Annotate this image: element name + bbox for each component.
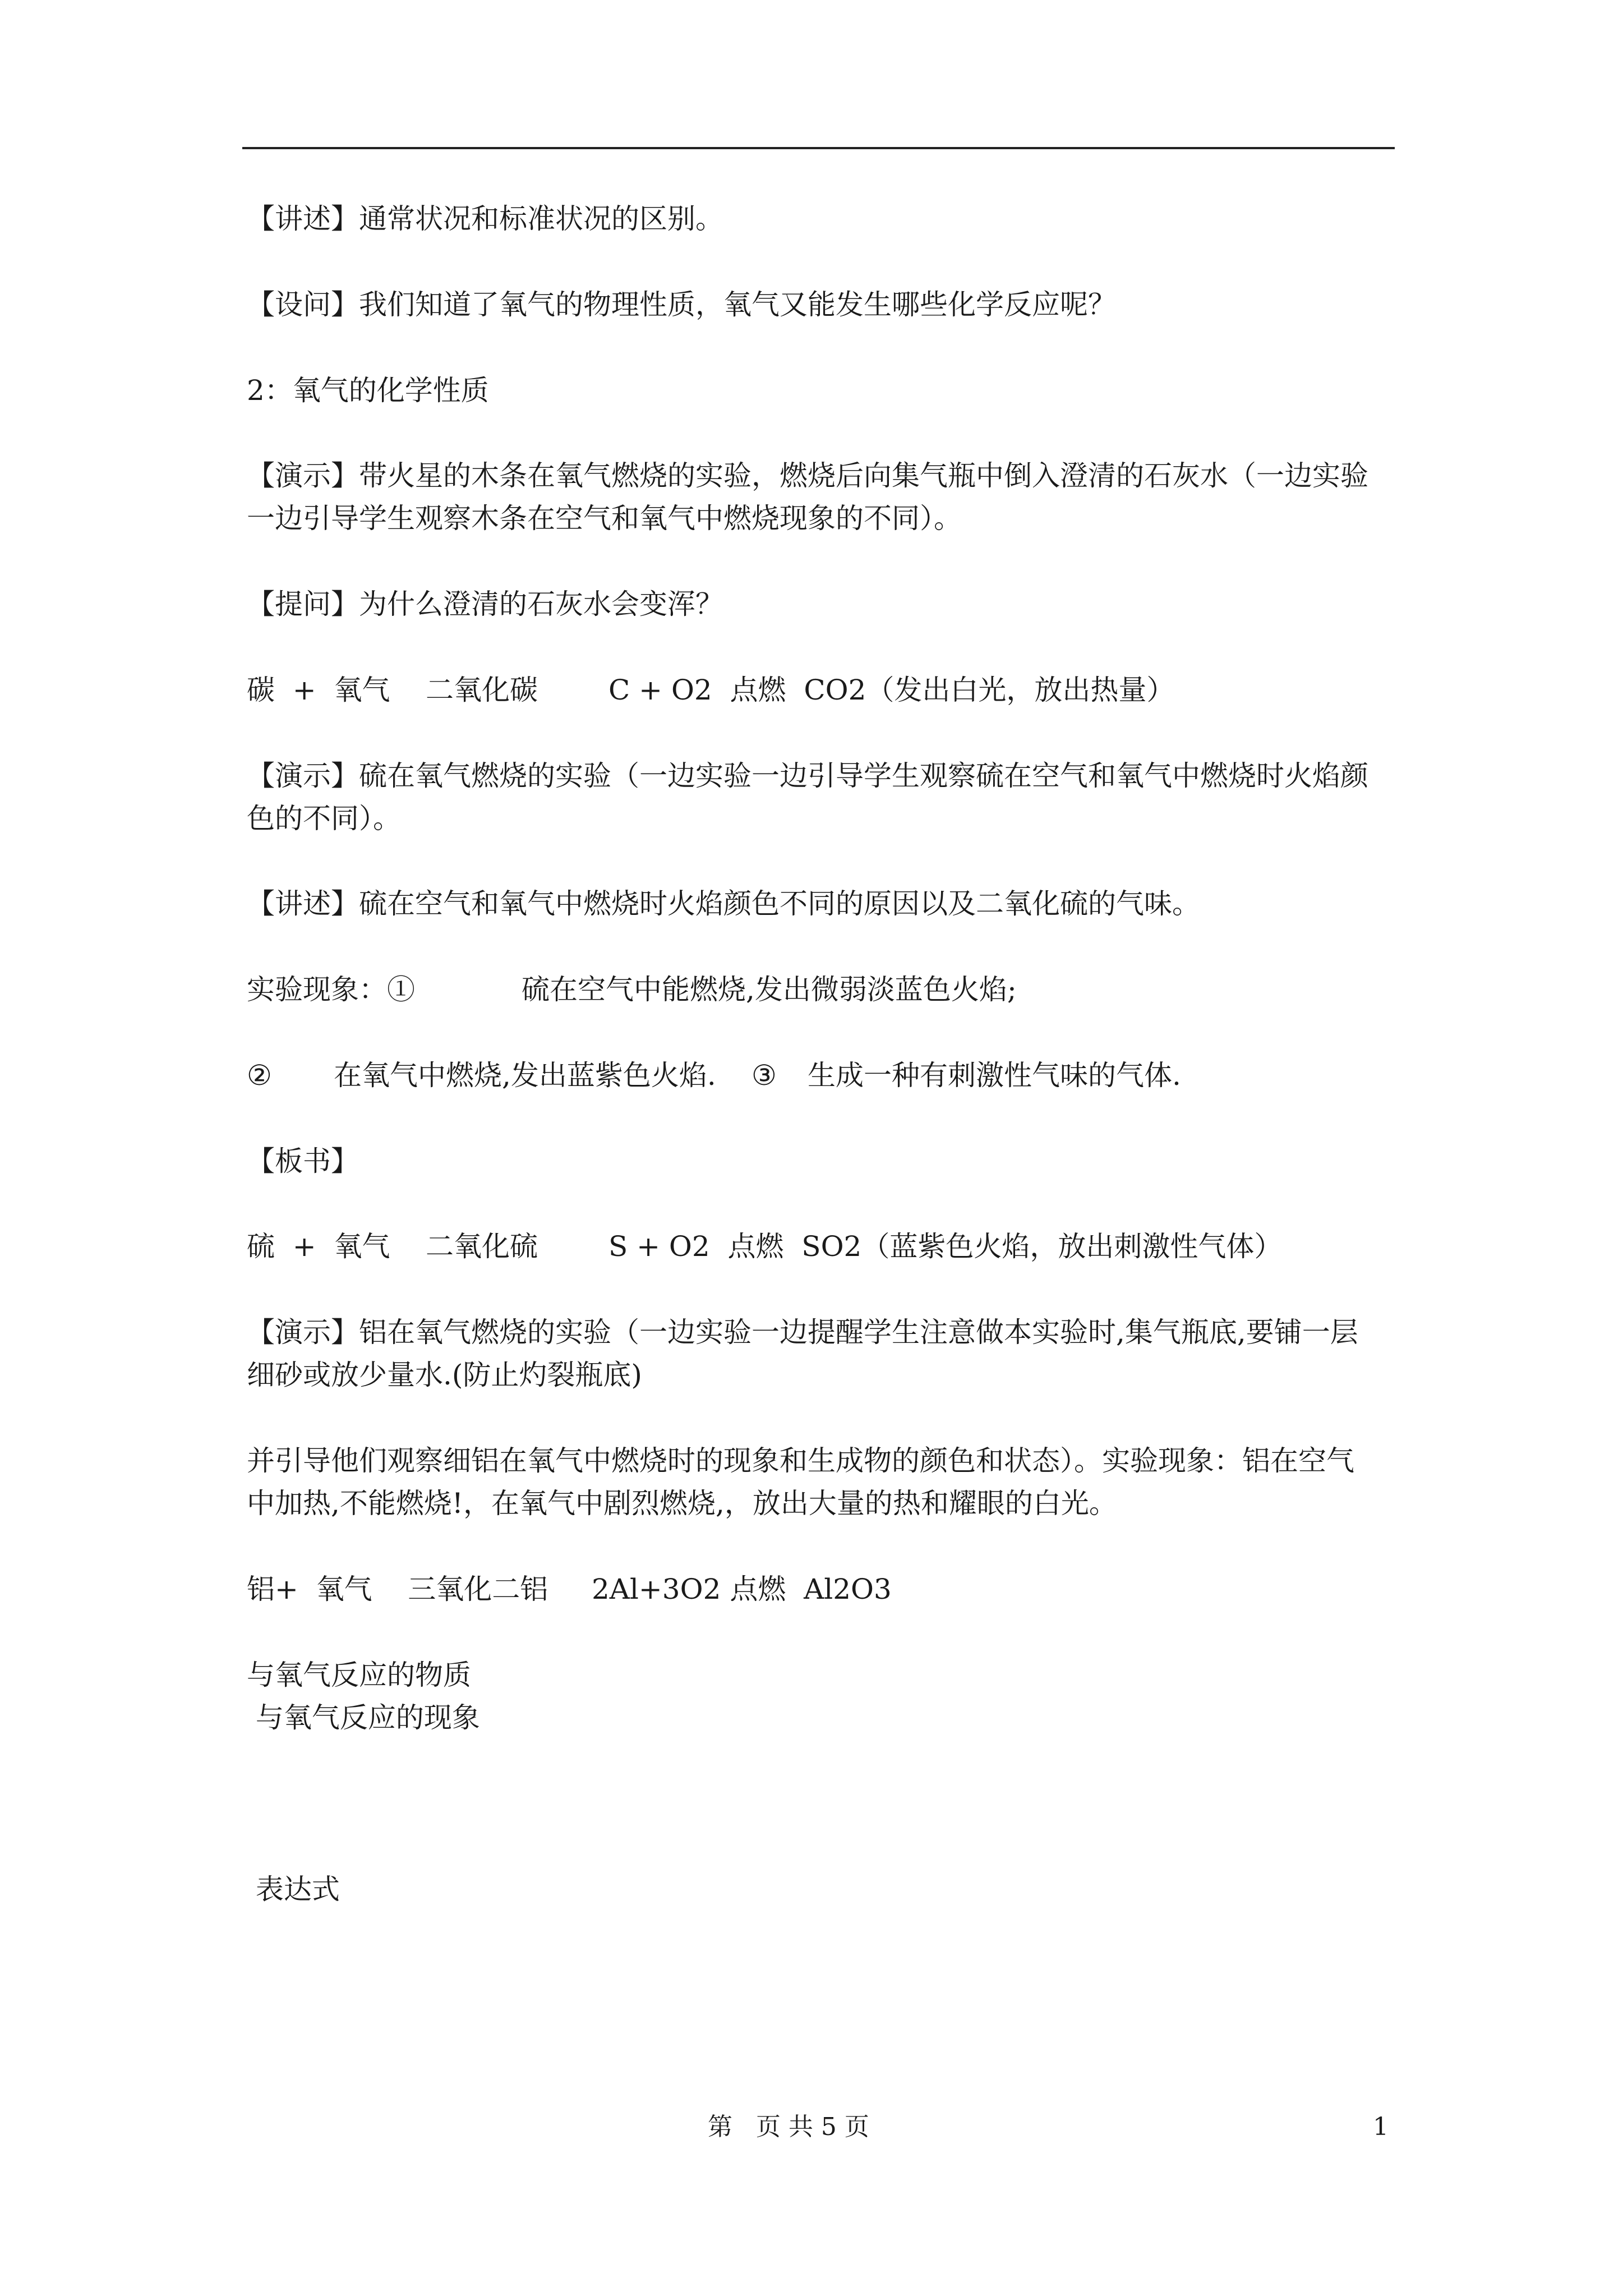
carbon-equation-line xyxy=(247,669,1396,839)
text-line: 色的不同）。 xyxy=(247,802,401,835)
table-heading-expression: 表达式 xyxy=(247,1873,340,1906)
text-line: 【演示】带火星的木条在氧气燃烧的实验，燃烧后向集气瓶中倒入澄清的石灰水（一边实验 xyxy=(247,459,1368,492)
text-line: 【板书】 xyxy=(247,1145,359,1177)
text-line: 并引导他们观察细铝在氧气中燃烧时的现象和生成物的颜色和状态）。实验现象：铝在空气 xyxy=(247,1444,1354,1477)
text-line: 【提问】为什么澄清的石灰水会变浑？ xyxy=(247,588,723,620)
text-line: 【设问】我们知道了氧气的物理性质，氧气又能发生哪些化学反应呢？ xyxy=(247,288,1116,321)
observation-marker: ② xyxy=(247,1059,272,1092)
aluminum-formula-equation: 2Al+3O2 点燃 Al2O3 xyxy=(592,1573,892,1605)
aluminum-word-equation: 铝+ 氧气 三氧化二铝 xyxy=(247,1573,548,1605)
observation-marker: ③ xyxy=(751,1059,777,1092)
text-line: 细砂或放少量水.(防止灼裂瓶底) xyxy=(247,1359,642,1391)
observation-text: 在氧气中燃烧,发出蓝紫色火焰. xyxy=(334,1059,716,1092)
text-line: 一边引导学生观察木条在空气和氧气中燃烧现象的不同）。 xyxy=(247,502,962,535)
carbon-formula-equation: C + O2 点燃 CO2（发出白光，放出热量） xyxy=(608,674,1175,706)
text-line: 中加热,不能燃烧!，在氧气中剧烈燃烧,，放出大量的热和耀眼的白光。 xyxy=(247,1487,1117,1520)
sulfur-word-equation: 硫 + 氧气 二氧化硫 xyxy=(247,1230,538,1263)
page-number: 1 xyxy=(1373,2113,1389,2141)
text-line: 2：氧气的化学性质 xyxy=(247,374,489,407)
observation-label: 实验现象：① xyxy=(247,973,415,1006)
table-heading-substance: 与氧气反应的物质 xyxy=(247,1659,471,1691)
page-footer-text: 第 页 共 5 页 xyxy=(708,2113,869,2141)
text-line: 【讲述】通常状况和标准状况的区别。 xyxy=(247,203,723,235)
table-heading-phenomenon: 与氧气反应的现象 xyxy=(247,1701,480,1734)
observation-text: 生成一种有刺激性气味的气体. xyxy=(808,1059,1181,1092)
text-line: 【演示】铝在氧气燃烧的实验（一边实验一边提醒学生注意做本实验时,集气瓶底,要铺一层 xyxy=(247,1316,1358,1349)
carbon-word-equation: 碳 + 氧气 二氧化碳 xyxy=(247,674,538,706)
sulfur-formula-equation: S + O2 点燃 SO2（蓝紫色火焰，放出刺激性气体） xyxy=(608,1230,1283,1263)
text-line: 【讲述】硫在空气和氧气中燃烧时火焰颜色不同的原因以及二氧化硫的气味。 xyxy=(247,887,1200,920)
observation-text: 硫在空气中能燃烧,发出微弱淡蓝色火焰; xyxy=(522,973,1017,1006)
header-rule xyxy=(242,147,1395,149)
text-line: 【演示】硫在氧气燃烧的实验（一边实验一边引导学生观察硫在空气和氧气中燃烧时火焰颜 xyxy=(247,760,1368,792)
